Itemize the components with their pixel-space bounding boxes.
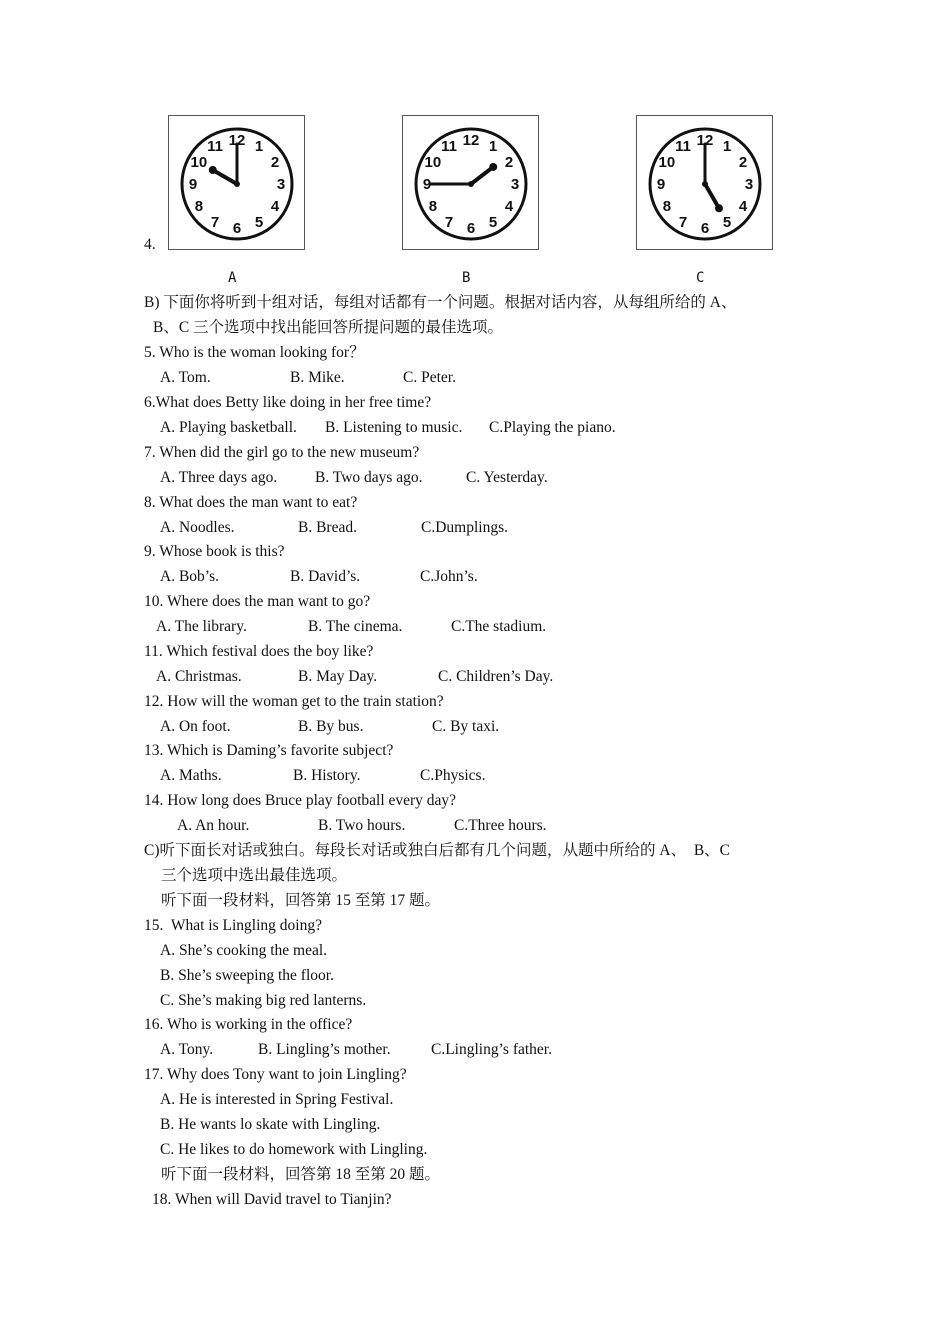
option-c[interactable]: C.Three hours.	[454, 817, 547, 834]
question-text: 10. Where does the man want to go?	[144, 593, 371, 610]
option-b[interactable]: B. The cinema.	[308, 618, 403, 635]
option-c[interactable]: C.The stadium.	[451, 618, 547, 635]
option-c[interactable]: C. Yesterday.	[466, 469, 548, 486]
clock-numeral: 7	[210, 214, 220, 232]
option-c[interactable]: C.Playing the piano.	[489, 419, 616, 436]
clock-numeral: 8	[662, 198, 672, 215]
clock-numeral: 12	[462, 132, 480, 149]
clock-numeral: 11	[675, 137, 691, 155]
clock-numeral: 1	[488, 137, 498, 155]
option-b[interactable]: B. Listening to music.	[325, 419, 463, 436]
clock-numeral: 7	[678, 214, 688, 232]
clock-numeral: 5	[722, 214, 732, 232]
clock-numeral: 1	[722, 137, 732, 155]
clock-numeral: 12	[696, 132, 714, 149]
option-c[interactable]: C.Dumplings.	[421, 519, 508, 536]
hour-hand-tip	[715, 204, 723, 212]
clock-b[interactable]	[402, 115, 539, 250]
q4-number: 4.	[144, 236, 156, 253]
question-text: 5. Who is the woman looking for？	[144, 344, 365, 361]
option-a[interactable]: A. Christmas.	[156, 668, 242, 685]
question-text: 12. How will the woman get to the train station?	[144, 693, 444, 710]
question-text: 8. What does the man want to eat?	[144, 494, 358, 511]
clock-numeral: 2	[270, 154, 280, 171]
clock-numeral: 4	[270, 198, 280, 215]
hour-hand-tip	[209, 166, 217, 174]
option-a[interactable]: A. Maths.	[160, 767, 222, 784]
question-text: 18. When will David travel to Tianjin?	[152, 1191, 392, 1208]
option-b[interactable]: B. He wants lo skate with Lingling.	[160, 1116, 381, 1133]
clock-numeral: 3	[276, 176, 286, 193]
clock-numeral: 5	[488, 214, 498, 232]
option-a[interactable]: A. Playing basketball.	[160, 419, 297, 436]
question-text: 14. How long does Bruce play football every day?	[144, 792, 457, 809]
question-text: 17. Why does Tony want to join Lingling?	[144, 1066, 407, 1083]
clock-a-label: A	[228, 270, 237, 286]
clock-numeral: 9	[422, 176, 432, 193]
option-a[interactable]: A. She’s cooking the meal.	[160, 942, 328, 959]
option-a[interactable]: A. Tony.	[160, 1041, 214, 1058]
question-text: 7. When did the girl go to the new museum?	[144, 444, 420, 461]
clock-numeral: 2	[738, 154, 748, 171]
option-b[interactable]: B. Two hours.	[318, 817, 406, 834]
clock-numeral: 6	[700, 220, 710, 237]
question-text: 15. What is Lingling doing?	[144, 917, 322, 934]
option-a[interactable]: A. He is interested in Spring Festival.	[160, 1091, 394, 1108]
option-b[interactable]: B. Lingling’s mother.	[258, 1041, 391, 1058]
question-text: 6.What does Betty like doing in her free time?	[144, 394, 432, 411]
clock-numeral: 3	[744, 176, 754, 193]
option-b[interactable]: B. Two days ago.	[315, 469, 423, 486]
clock-numeral: 3	[510, 176, 520, 193]
option-a[interactable]: A. The library.	[156, 618, 247, 635]
section-c-instruction-line2: 三个选项中选出最佳选项。	[161, 867, 348, 884]
section-c-instruction-line1: C)听下面长对话或独白。每段长对话或独白后都有几个问题，从题中所给的 A、 B、C	[144, 842, 730, 859]
option-a[interactable]: A. Bob’s.	[160, 568, 219, 585]
clock-numeral: 11	[207, 137, 223, 155]
clock-b-label: B	[462, 270, 471, 286]
option-b[interactable]: B. She’s sweeping the floor.	[160, 967, 334, 984]
option-b[interactable]: B. May Day.	[298, 668, 378, 685]
clock-numeral: 8	[428, 198, 438, 215]
clock-numeral: 10	[658, 154, 676, 171]
option-a[interactable]: A. On foot.	[160, 718, 231, 735]
option-c[interactable]: C. Peter.	[403, 369, 456, 386]
clock-numeral: 2	[504, 154, 514, 171]
clock-numeral: 11	[441, 137, 457, 155]
section-b-instruction-line2: B、C 三个选项中找出能回答所提问题的最佳选项。	[153, 319, 504, 336]
option-b[interactable]: B. David’s.	[290, 568, 361, 585]
clock-numeral: 4	[738, 198, 748, 215]
option-b[interactable]: B. By bus.	[298, 718, 364, 735]
clock-center	[702, 181, 708, 187]
clock-center	[468, 181, 474, 187]
option-c[interactable]: C.John’s.	[420, 568, 478, 585]
question-text: 11. Which festival does the boy like?	[144, 643, 374, 660]
option-b[interactable]: B. History.	[293, 767, 361, 784]
option-b[interactable]: B. Mike.	[290, 369, 345, 386]
clock-numeral: 1	[254, 137, 264, 155]
question-text: 9. Whose book is this?	[144, 543, 285, 560]
option-b[interactable]: B. Bread.	[298, 519, 357, 536]
option-a[interactable]: A. An hour.	[177, 817, 250, 834]
option-c[interactable]: C.Physics.	[420, 767, 486, 784]
clock-numeral: 10	[190, 154, 208, 171]
option-c[interactable]: C. By taxi.	[432, 718, 500, 735]
clock-numeral: 12	[228, 132, 246, 149]
clock-c-label: C	[696, 270, 705, 286]
question-text: 13. Which is Daming’s favorite subject?	[144, 742, 394, 759]
clock-numeral: 4	[504, 198, 514, 215]
clock-c[interactable]	[636, 115, 773, 250]
clock-numeral: 9	[188, 176, 198, 193]
option-a[interactable]: A. Tom.	[160, 369, 211, 386]
option-c[interactable]: C. He likes to do homework with Lingling.	[160, 1141, 428, 1158]
material-intro-2: 听下面一段材料，回答第 18 至第 20 题。	[161, 1166, 441, 1183]
option-c[interactable]: C. Children’s Day.	[438, 668, 554, 685]
clock-numeral: 7	[444, 214, 454, 232]
clock-numeral: 6	[232, 220, 242, 237]
option-a[interactable]: A. Three days ago.	[160, 469, 278, 486]
clock-numeral: 6	[466, 220, 476, 237]
clock-numeral: 9	[656, 176, 666, 193]
option-a[interactable]: A. Noodles.	[160, 519, 235, 536]
clock-center	[234, 181, 240, 187]
clock-numeral: 10	[424, 154, 442, 171]
clock-numeral: 8	[194, 198, 204, 215]
clock-a[interactable]	[168, 115, 305, 250]
material-intro-1: 听下面一段材料，回答第 15 至第 17 题。	[161, 892, 441, 909]
question-text: 16. Who is working in the office?	[144, 1016, 353, 1033]
section-b-instruction-line1: B) 下面你将听到十组对话，每组对话都有一个问题。根据对话内容，从每组所给的 A、	[144, 294, 737, 311]
option-c[interactable]: C. She’s making big red lanterns.	[160, 992, 367, 1009]
hour-hand-tip	[489, 163, 497, 171]
option-c[interactable]: C.Lingling’s father.	[431, 1041, 552, 1058]
clock-numeral: 5	[254, 214, 264, 232]
